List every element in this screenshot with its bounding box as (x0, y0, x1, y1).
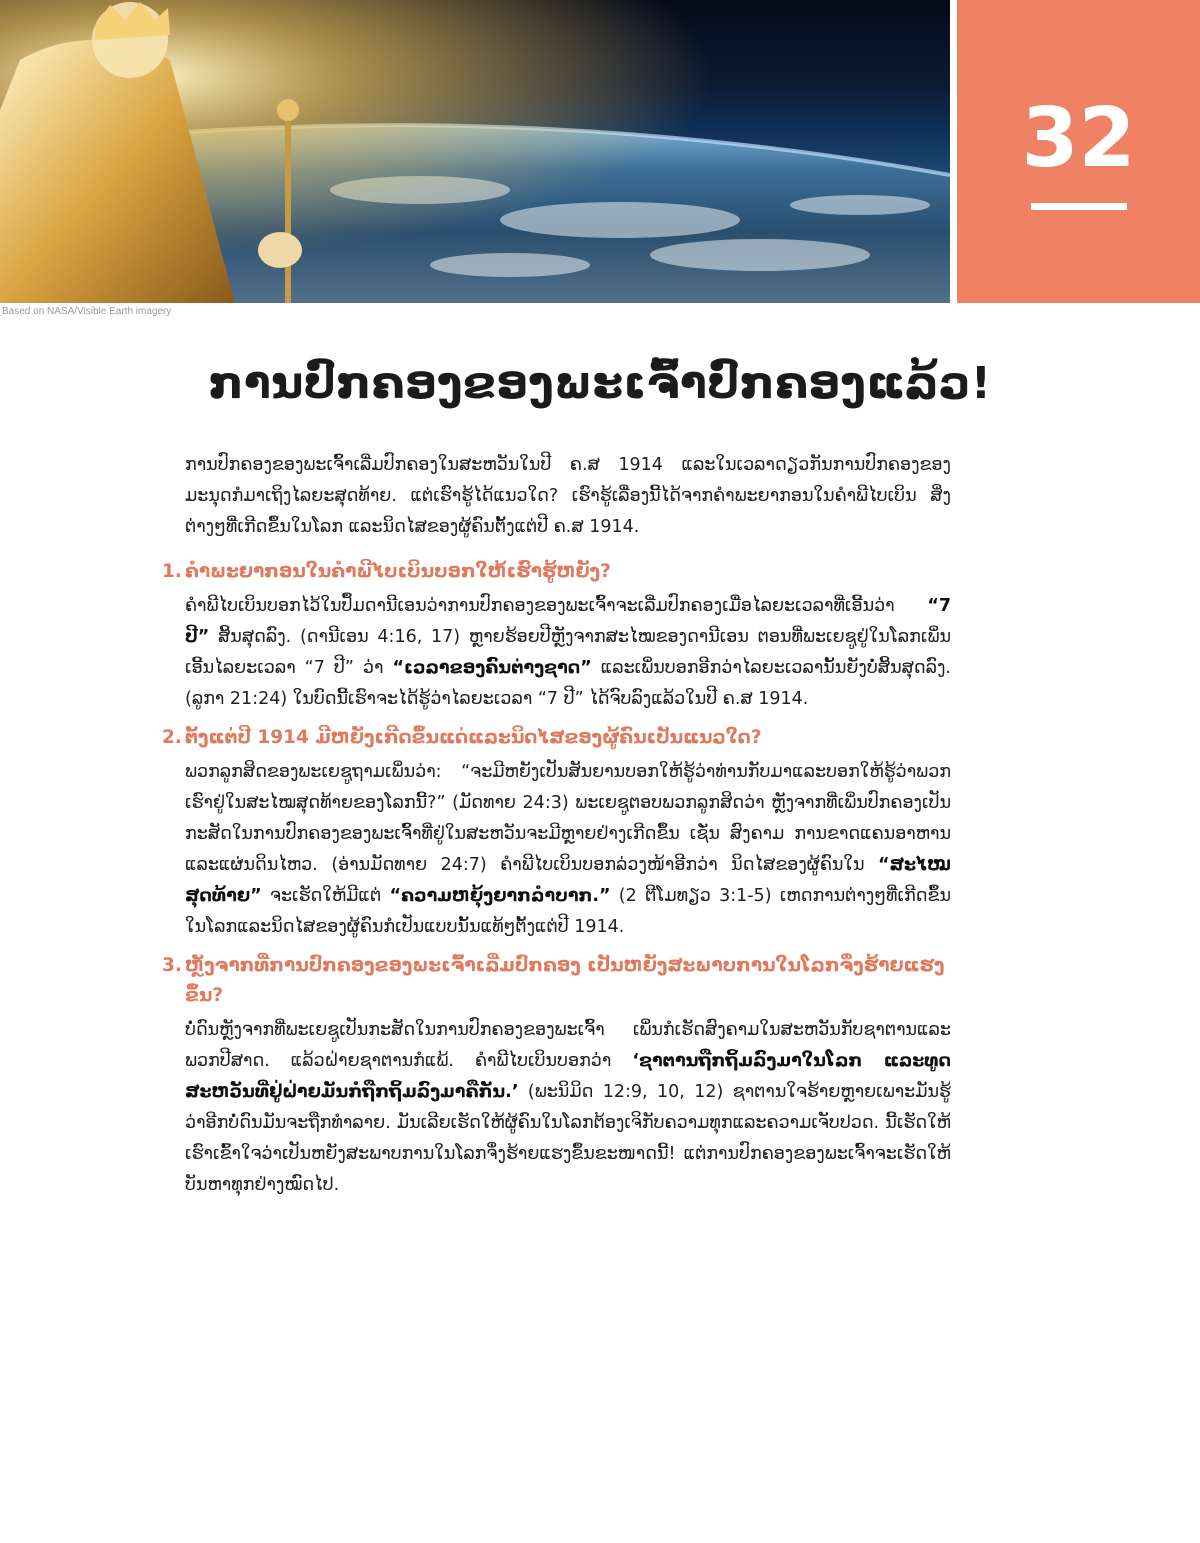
emphasis-text: ‘ຊາຕານຖືກຖິ້ມລົງມາໃນໂລກ ແລະທູດສະຫວັນທີ່ຢູ່ຝ່າຍມັນກໍຖືກຖິ້ມລົງມາຄືກັນ.’ (185, 1051, 951, 1102)
answer-text: ສິ້ນສຸດລົງ. (ດານີເອນ 4:16, 17) ຫຼາຍຮ້ອຍປີຫຼັງຈາກສະໄໝຂອງດານີເອນ ຕອນທີ່ພະເຍຊູຢູ່ໃນໂລກເພິ່ນເອີ້ນໄລຍະເວລາ “7 ປີ” ວ່າ (185, 627, 951, 678)
page-title: ການປົກຄອງຂອງພະເຈົ້າປົກຄອງແລ້ວ! (208, 358, 992, 409)
answer-text: (ພະນິມິດ 12:9, 10, 12) ຊາຕານໃຈຮ້າຍຫຼາຍເພາະມັນຮູ້ວ່າອີກບໍ່ດົນມັນຈະຖືກທຳລາຍ. ມັນເລີຍເຮັດໃຫ້ຜູ້ຄົນໃນໂລກຕ້ອງເຈິກັບຄວາມທຸກແລະຄວາມເຈັບປວດ. ນີ້ເຮັດໃຫ້ເຮົາເຂົ້າໃຈວ່າເປັນຫຍັງສະພາບການໃນໂລກຈຶ່ງຮ້າຍແຮງຂຶ້ນຂະໜາດນີ້! ແຕ່ການປົກຄອງຂອງພະເຈົ້າຈະເຮັດໃຫ້ບັນຫາທຸກຢ່າງໝົດໄປ. (185, 1082, 951, 1195)
lesson-number: 32 (1021, 91, 1136, 186)
question-text: ຕັ້ງແຕ່ປີ 1914 ມີຫຍັງເກີດຂຶ້ນແດ່ແລະນິດໄສຂອງຜູ້ຄົນເປັນແນວໃດ? (185, 727, 762, 748)
image-credit: Based on NASA/Visible Earth imagery (2, 306, 172, 317)
intro-paragraph: ການປົກຄອງຂອງພະເຈົ້າເລີ່ມປົກຄອງໃນສະຫວັນໃນປີ ຄ.ສ 1914 ແລະໃນເວລາດຽວກັນການປົກຄອງຂອງມະນຸດກໍມາເຖິງໄລຍະສຸດທ້າຍ. ແຕ່ເຮົາຮູ້ໄດ້ແນວໃດ? ເຮົາຮູ້ເລື່ອງນີ້ໄດ້ຈາກຄຳພະຍາກອນໃນຄຳພີໄບເບິນ ສິ່ງຕ່າງໆທີ່ເກີດຂຶ້ນໃນໂລກ ແລະນິດໄສຂອງຜູ້ຄົນຕັ້ງແຕ່ປີ ຄ.ສ 1914. (185, 455, 951, 537)
answer-text: ຄຳພີໄບເບິນບອກໄວ້ໃນປຶ້ມດານີເອນວ່າການປົກຄອງຂອງພະເຈົ້າຈະເລີ່ມປົກຄອງເມື່ອໄລຍະເວລາທີ່ເອີ້ນວ່າ (185, 596, 928, 616)
section-1 (162, 557, 951, 715)
section-2 (162, 723, 951, 943)
hero-image (0, 0, 950, 303)
question-number: 1. (162, 561, 182, 582)
question-heading (162, 557, 951, 587)
answer-text: ພວກລູກສິດຂອງພະເຍຊູຖາມເພິ່ນວ່າ: “ຈະມີຫຍັງເປັນສັນຍານບອກໃຫ້ຮູ້ວ່າທ່ານກັບມາແລະບອກໃຫ້ຮູ້ວ່າພວກເຮົາຢູ່ໃນສະໄໝສຸດທ້າຍຂອງໂລກນີ້?” (ມັດທາຍ 24:3) ພະເຍຊູຕອບພວກລູກສິດວ່າ ຫຼັງຈາກທີ່ເພິ່ນປົກຄອງເປັນກະສັດໃນການປົກຄອງຂອງພະເຈົ້າທີ່ຢູ່ໃນສະຫວັນຈະມີຫຼາຍຢ່າງເກີດຂຶ້ນ ເຊັ່ນ ສົງຄາມ ການຂາດແຄນອາຫານ ແລະແຜ່ນດິນໄຫວ. (ອ່ານມັດທາຍ 24:7) ຄຳພີໄບເບິນບອກລ່ວງໜ້າອີກວ່າ ນິດໄສຂອງຜູ້ຄົນໃນ (185, 762, 951, 875)
answer-text: ແລະເພິ່ນບອກອີກວ່າໄລຍະເວລານັ້ນຍັງບໍ່ສິ້ນສຸດລົງ. (ລູກາ 21:24) ໃນບົດນີ້ເຮົາຈະໄດ້ຮູ້ວ່າໄລຍະເວລາ “7 ປີ” ໄດ້ຈົບລົງແລ້ວໃນປີ ຄ.ສ 1914. (185, 658, 951, 709)
question-text: ຫຼັງຈາກທີ່ການປົກຄອງຂອງພະເຈົ້າເລີ່ມປົກຄອງ ເປັນຫຍັງສະພາບການໃນໂລກຈຶ່ງຮ້າຍແຮງຂຶ້ນ? (185, 955, 945, 1006)
lesson-number-underline (1031, 203, 1127, 210)
section-3 (162, 951, 951, 1201)
answer-paragraph (185, 757, 951, 943)
emphasis-text: “ຄວາມຫຍຸ້ງຍາກລຳບາກ.” (389, 886, 611, 906)
king-over-earth-illustration-icon (0, 0, 950, 303)
emphasis-text: “ເວລາຂອງຄົນຕ່າງຊາດ” (392, 658, 592, 678)
lesson-number-box (957, 0, 1200, 303)
answer-text: (2 ຕີໂມທຽວ 3:1-5) ເຫດການຕ່າງໆທີ່ເກີດຂຶ້ນໃນໂລກແລະນິດໄສຂອງຜູ້ຄົນກໍເປັນແບບນັ້ນແທ້ໆຕັ້ງແຕ່ປີ 1914. (185, 886, 951, 937)
question-number: 3. (162, 955, 182, 976)
answer-paragraph (185, 1015, 951, 1201)
lesson-body (162, 450, 951, 1209)
question-heading (162, 723, 951, 753)
question-text: ຄຳພະຍາກອນໃນຄຳພີໄບເບິນບອກໃຫ້ເຮົາຮູ້ຫຍັງ? (185, 561, 611, 582)
emphasis-text: “7 ປີ” (185, 596, 951, 647)
answer-paragraph (185, 591, 951, 715)
question-number: 2. (162, 727, 182, 748)
answer-text: ຈະເຮັດໃຫ້ມີແຕ່ (261, 886, 390, 906)
question-heading (162, 951, 951, 1011)
answer-text: ບໍ່ດົນຫຼັງຈາກທີ່ພະເຍຊູເປັນກະສັດໃນການປົກຄອງຂອງພະເຈົ້າ ເພິ່ນກໍເຮັດສົງຄາມໃນສະຫວັນກັບຊາຕານແລະພວກປີສາດ. ແລ້ວຝ່າຍຊາຕານກໍແພ້. ຄຳພີໄບເບິນບອກວ່າ (185, 1020, 951, 1071)
emphasis-text: “ສະໄໝສຸດທ້າຍ” (185, 855, 951, 906)
